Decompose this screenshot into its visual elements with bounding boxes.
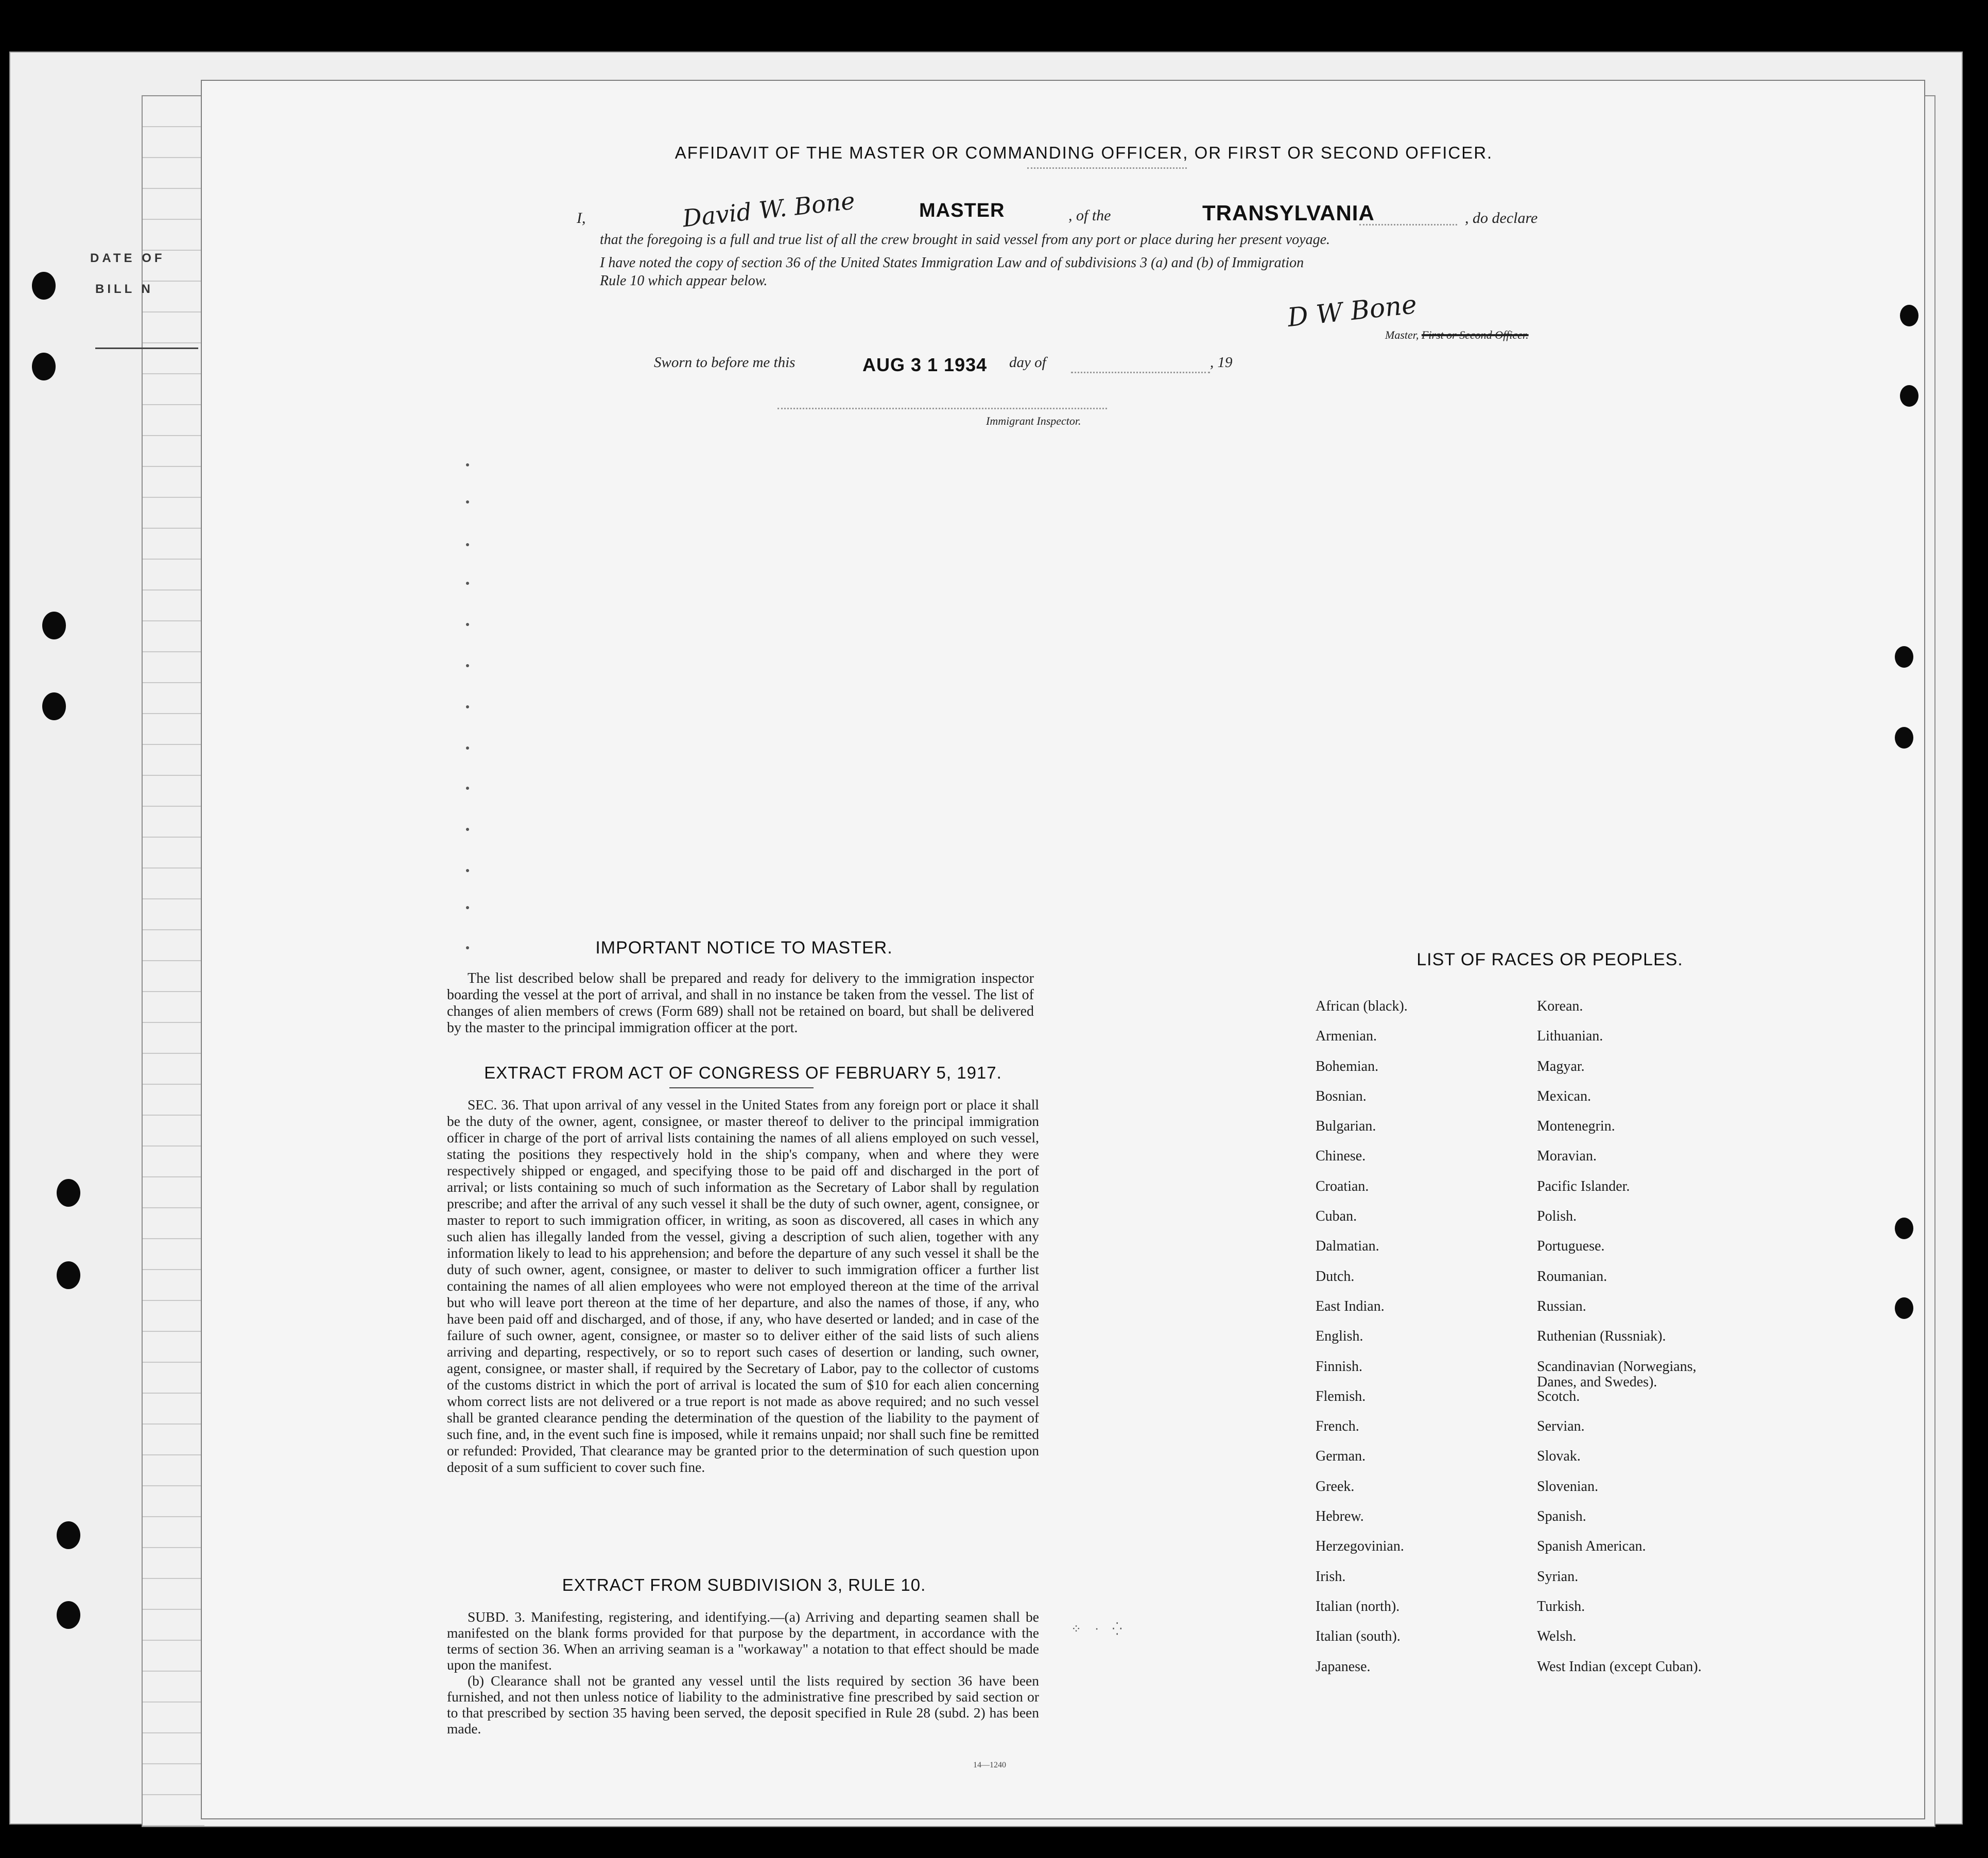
punch-hole <box>1895 1297 1913 1319</box>
race-item: Scotch. <box>1537 1388 1580 1404</box>
race-item: Lithuanian. <box>1537 1028 1603 1045</box>
race-item: Bulgarian. <box>1316 1118 1376 1135</box>
punch-hole <box>57 1601 80 1629</box>
punch-hole <box>1895 1218 1913 1239</box>
race-item: African (black). <box>1316 998 1408 1014</box>
title-underline <box>1027 167 1187 169</box>
margin-mark <box>466 787 469 790</box>
race-item: Cuban. <box>1316 1208 1357 1225</box>
signer-caption <box>1385 328 1529 342</box>
day-of-label: day of <box>1009 354 1046 371</box>
race-item: Slovak. <box>1537 1448 1581 1465</box>
punch-hole <box>57 1179 80 1207</box>
race-item: German. <box>1316 1448 1366 1465</box>
notice-title: IMPORTANT NOTICE TO MASTER. <box>595 938 893 958</box>
race-item: Turkish. <box>1537 1598 1585 1614</box>
race-item: East Indian. <box>1316 1298 1385 1314</box>
race-item: Greek. <box>1316 1478 1355 1495</box>
race-item: Herzegovinian. <box>1316 1538 1404 1555</box>
race-item: Dutch. <box>1316 1268 1355 1284</box>
margin-mark <box>466 463 469 466</box>
race-item: Syrian. <box>1537 1568 1579 1585</box>
punch-hole <box>42 692 66 720</box>
margin-mark <box>466 582 469 585</box>
race-item: Magyar. <box>1537 1058 1585 1074</box>
race-item: Italian (south). <box>1316 1628 1401 1645</box>
year-label: , 19 <box>1210 354 1233 371</box>
margin-mark <box>466 543 469 546</box>
race-item: Croatian. <box>1316 1178 1369 1194</box>
officer-signature: D W Bone <box>1286 289 1419 333</box>
punch-hole <box>57 1521 80 1549</box>
i-label: I, <box>577 210 586 227</box>
race-item: Finnish. <box>1316 1358 1363 1375</box>
race-item: Korean. <box>1537 998 1583 1014</box>
margin-mark <box>466 664 469 667</box>
subd-3a-text: SUBD. 3. Manifesting, registering, and identifying.—(a) Arriving and departing seamen shall be manifested on the blank forms provided for that purpose by the department, in accordance with the terms of section 36. When an arriving seaman is a "workaway" a notation to that effect should be made upon the manifest. <box>447 1609 1039 1673</box>
race-item: Spanish. <box>1537 1508 1586 1525</box>
rank-field: MASTER <box>919 200 1005 221</box>
sworn-date-stamp: AUG 3 1 1934 <box>862 354 988 375</box>
form-number: 14—1240 <box>973 1761 1006 1769</box>
sec-36-text: SEC. 36. That upon arrival of any vessel in the United States from any foreign port or place it shall be the duty of the owner, agent, consignee, or master thereof to deliver to the principal immigration officer in charge of the port of arrival lists containing the names of all aliens employed on such vessel, stating the positions they respectively hold in the ship's company, when and where they were respectively shipped or engaged, and specifying those to be paid off and discharged in the port of arrival; or lists containing so much of such information as the Secretary of Labor shall by regulation prescribe; and after the arrival of any such vessel it shall be the duty of such owner, agent, consignee, or master to report to such immigration officer, in writing, as soon as discovered, all cases in which any such alien has illegally landed from the vessel, giving a description of such alien, together with any information likely to lead to his apprehension; and before the departure of any such vessel it shall be the duty of such owner, agent, consignee, or master to deliver to such immigration officer a further list containing the names of all alien employees who were not employed thereon at the time of the arrival but who will leave port thereon at the time of her departure, and also the names of those, if any, who have been paid off and discharged, and of those, if any, who have deserted or landed; and in case of the failure of such owner, agent, consignee, or master so to deliver either of the said lists of such aliens arriving and departing, respectively, or so to report such cases of desertion or landing, such owner, agent, consignee, or master shall, if required by the Secretary of Labor, pay to the collector of customs of the customs district in which the port of arrival is located the sum of $10 for each alien concerning whom correct lists are not delivered or a true report is not made as above required; and no such vessel shall be granted clearance pending the determination of the question of the liability to the payment of such fine, and, in the event such fine is imposed, while it remains unpaid; nor shall such fine be remitted or refunded: Provided, That clearance may be granted prior to the determination of such question upon deposit of a sum sufficient to cover such fine. <box>447 1097 1039 1475</box>
margin-mark <box>466 500 469 503</box>
affidavit-line-2: I have noted the copy of section 36 of the United States Immigration Law and of subdivisions 3 (a) and (b) of Immigration <box>600 255 1304 271</box>
race-item: Hebrew. <box>1316 1508 1364 1525</box>
vessel-line <box>1359 224 1457 225</box>
master-signature: David W. Bone <box>681 186 856 233</box>
race-item: Scandinavian (Norwegians, Danes, and Swedes). <box>1537 1358 1697 1390</box>
race-item: English. <box>1316 1328 1363 1345</box>
race-item: Mexican. <box>1537 1088 1591 1104</box>
races-right-column <box>1537 999 1805 1689</box>
extract-rule-title: EXTRACT FROM SUBDIVISION 3, RULE 10. <box>562 1575 926 1594</box>
inspector-label: Immigrant Inspector. <box>986 414 1081 427</box>
race-item: Spanish American. <box>1537 1538 1646 1555</box>
do-declare-label: , do declare <box>1465 210 1538 227</box>
subd-3b-text: (b) Clearance shall not be granted any vessel until the lists required by section 36 have been furnished, and not then unless notice of liability to the administrative fine prescribed by said section or to that prescribed by section 35 having been served, the deposit specified in Rule 28 (subd. 2) has been made. <box>447 1673 1039 1737</box>
race-item: Flemish. <box>1316 1388 1366 1404</box>
ruled-lines <box>143 96 204 1826</box>
affidavit-title: AFFIDAVIT OF THE MASTER OR COMMANDING OFFICER, OR FIRST OR SECOND OFFICER. <box>675 143 1493 162</box>
race-item: Roumanian. <box>1537 1268 1607 1284</box>
race-item: Japanese. <box>1316 1658 1371 1675</box>
punch-hole <box>57 1261 80 1289</box>
race-item: Italian (north). <box>1316 1598 1400 1614</box>
punch-hole <box>1895 727 1913 749</box>
punch-hole <box>32 272 56 300</box>
race-item: Polish. <box>1537 1208 1577 1225</box>
race-item: West Indian (except Cuban). <box>1537 1658 1702 1675</box>
month-line <box>1071 372 1210 373</box>
section-rule <box>669 1087 814 1088</box>
extract-act-title: EXTRACT FROM ACT OF CONGRESS OF FEBRUARY 5, 1917. <box>484 1063 1002 1082</box>
signer-caption-struck: First or Second Officer. <box>1421 328 1529 341</box>
race-item: Bosnian. <box>1316 1088 1367 1104</box>
race-item: Armenian. <box>1316 1028 1377 1045</box>
punch-hole <box>1900 385 1918 407</box>
inspector-line <box>777 408 1107 409</box>
punch-hole <box>1895 646 1913 668</box>
signer-caption-master: Master, <box>1385 328 1422 341</box>
margin-mark <box>466 746 469 750</box>
margin-mark <box>466 623 469 626</box>
race-item: Moravian. <box>1537 1148 1597 1165</box>
of-the-label: , of the <box>1068 207 1111 224</box>
punch-hole <box>32 353 56 380</box>
notice-body <box>447 970 1034 1036</box>
race-item: Russian. <box>1537 1298 1586 1314</box>
race-item: Bohemian. <box>1316 1058 1379 1074</box>
margin-mark <box>466 906 469 909</box>
punch-hole <box>1900 305 1918 326</box>
notice-text: The list described below shall be prepared and ready for delivery to the immigration inspector boarding the vessel at the port of arrival, and shall in no instance be taken from the vessel. The list of changes of alien members of crews (Form 689) shall not be retained on board, but shall be delivered by the master to the principal immigration officer at the port. <box>447 970 1034 1036</box>
races-left-column <box>1316 999 1537 1689</box>
margin-mark <box>466 705 469 708</box>
race-item: Irish. <box>1316 1568 1346 1585</box>
sworn-label: Sworn to before me this <box>654 354 796 371</box>
race-item: Pacific Islander. <box>1537 1178 1630 1194</box>
race-item: Slovenian. <box>1537 1478 1598 1495</box>
margin-mark <box>466 828 469 831</box>
race-item: Welsh. <box>1537 1628 1577 1645</box>
affidavit-line-1: that the foregoing is a full and true list of all the crew brought in said vessel from any port or place during her present voyage. <box>600 232 1330 248</box>
race-item: Dalmatian. <box>1316 1238 1379 1255</box>
race-item: Montenegrin. <box>1537 1118 1615 1135</box>
edge-rule <box>95 348 198 349</box>
race-item: Portuguese. <box>1537 1238 1605 1255</box>
extract-act-body <box>447 1097 1039 1475</box>
vessel-name: TRANSYLVANIA <box>1202 201 1375 225</box>
edge-date-label: DATE OF <box>90 251 165 265</box>
races-title: LIST OF RACES OR PEOPLES. <box>1416 950 1683 969</box>
race-item: Ruthenian (Russniak). <box>1537 1328 1666 1345</box>
race-item: French. <box>1316 1418 1359 1435</box>
race-item: Servian. <box>1537 1418 1585 1435</box>
edge-bill-label: BILL N <box>95 282 153 296</box>
punch-hole <box>42 612 66 639</box>
ink-specks: ⁘ · ⁛ <box>1071 1623 1128 1636</box>
race-item: Chinese. <box>1316 1148 1366 1165</box>
margin-mark <box>466 869 469 872</box>
extract-rule-body <box>447 1609 1039 1737</box>
affidavit-line-3: Rule 10 which appear below. <box>600 273 768 289</box>
